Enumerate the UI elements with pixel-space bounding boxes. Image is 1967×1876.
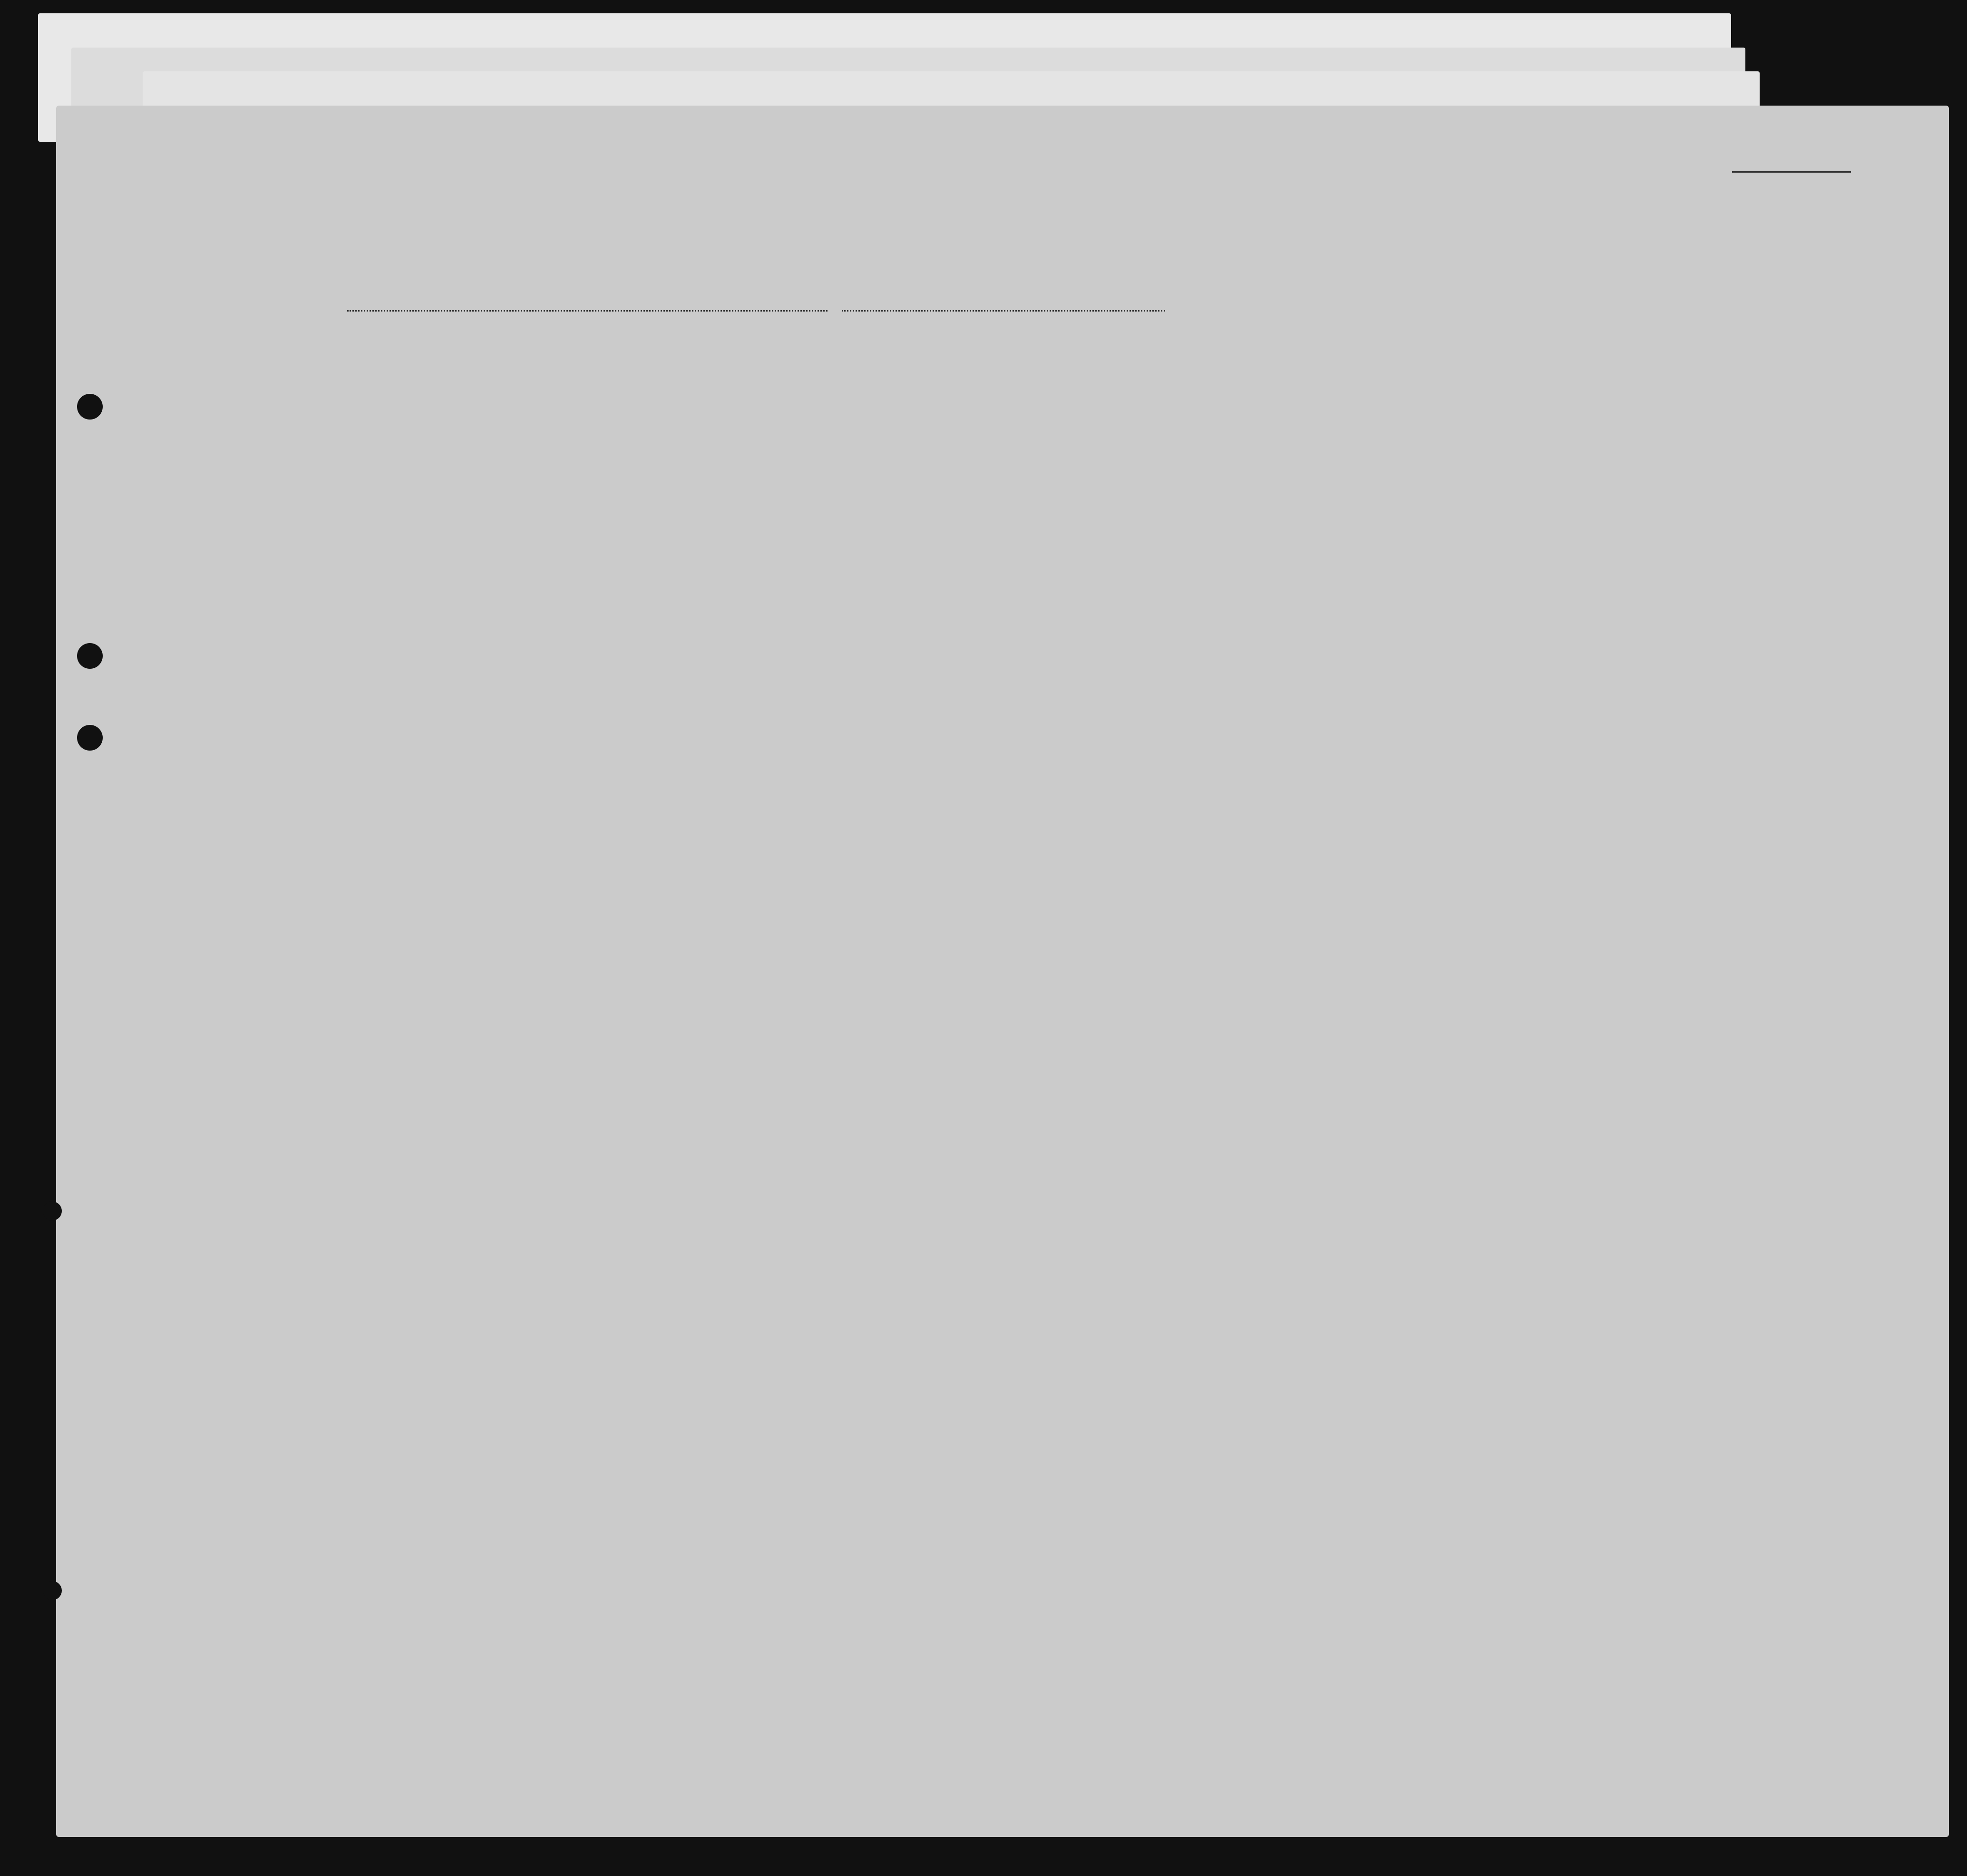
punch-hole [43, 1202, 62, 1221]
punch-hole [43, 1581, 62, 1600]
punch-hole [77, 725, 103, 751]
punch-hole [77, 394, 103, 420]
punch-hole [77, 643, 103, 669]
